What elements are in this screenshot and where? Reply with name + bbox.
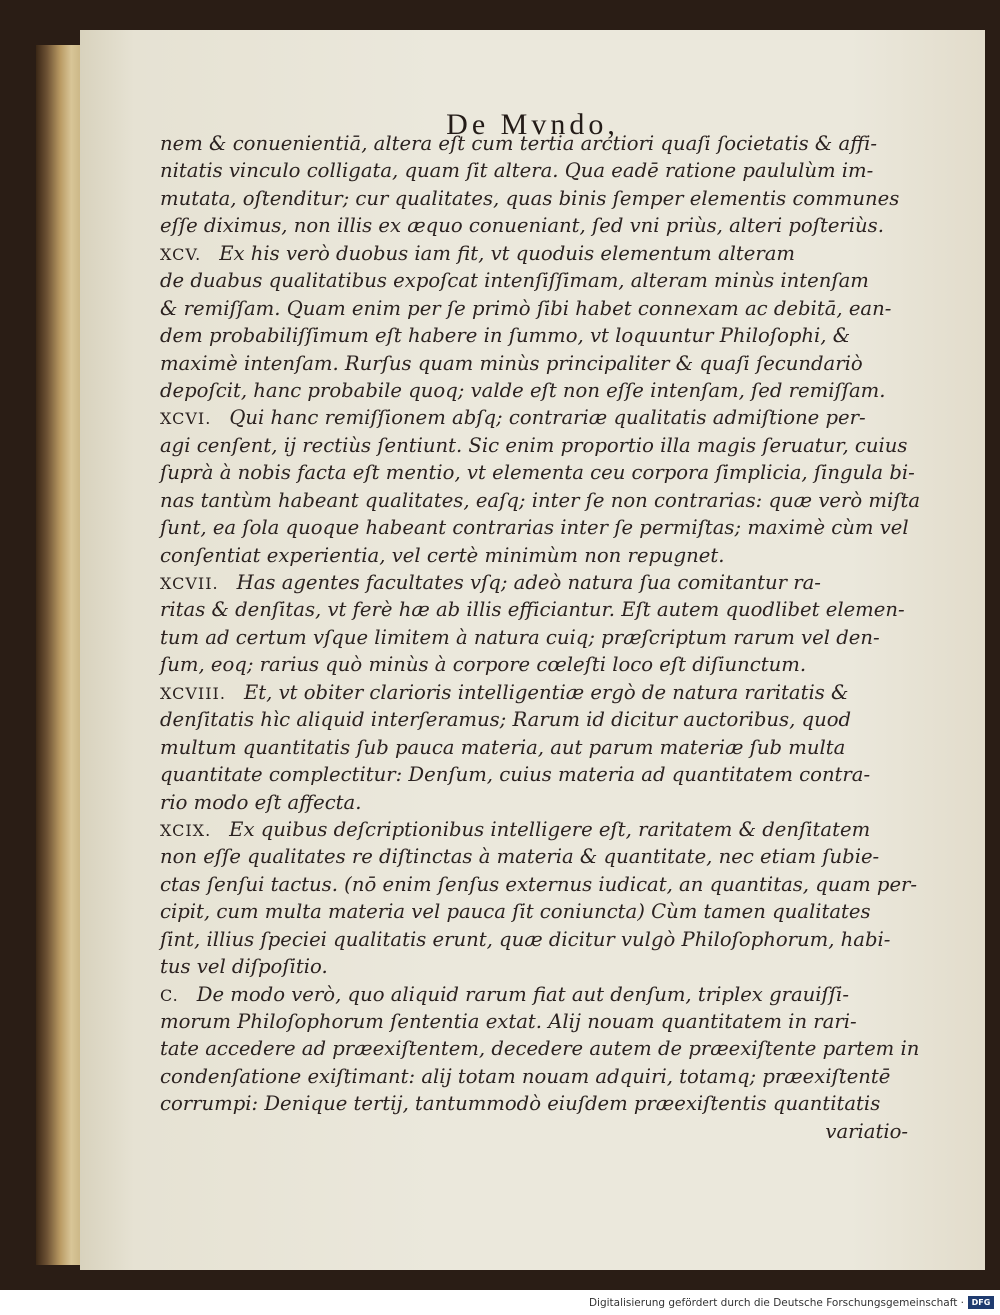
section-number: XCV.: [160, 244, 202, 264]
text-line: [160, 679, 928, 706]
text-line: [160, 432, 928, 459]
line-text: rio modo eſt affecta.: [160, 790, 362, 814]
line-text: De modo verò, quo aliquid rarum fiat aut denſum, triplex grauiſſi-: [196, 982, 849, 1006]
line-text: ſunt, ea ſola quoque habeant contrarias inter ſe permiſtas; maximè cùm vel: [160, 516, 909, 540]
text-line: [160, 926, 928, 953]
section-number: XCVIII.: [160, 683, 226, 703]
text-line: [160, 761, 928, 788]
line-text: dem probabiliſſimum eſt habere in ſummo, vt loquuntur Philoſophi, &: [160, 324, 851, 348]
line-text: eſſe diximus, non illis ex æquo conueniant, ſed vni priùs, alteri poſteriùs.: [160, 214, 884, 238]
text-line: [160, 816, 928, 843]
text-line: [160, 898, 928, 925]
text-line: [160, 706, 928, 733]
text-line: [160, 596, 928, 623]
text-line: [160, 843, 928, 870]
line-text: morum Philoſophorum ſententia extat. Alij nouam quantitatem in rari-: [160, 1010, 857, 1033]
text-line: [160, 871, 928, 898]
line-text: Ex his verò duobus iam fit, vt quoduis elementum alteram: [219, 241, 796, 265]
line-text: Ex quibus deſcriptionibus intelligere eſt, raritatem & denſitatem: [229, 817, 871, 841]
line-text: & remiſſam. Quam enim per ſe primò ſibi habet connexam ac debitā, ean-: [160, 296, 892, 320]
line-text: tus vel diſpoſitio.: [160, 955, 328, 979]
text-line: [160, 542, 928, 569]
line-text: tate accedere ad præexiſtentem, decedere autem de præexiſtente partem in: [160, 1037, 920, 1061]
line-text: denſitatis hìc aliquid interſeramus; Rarum id dicitur auctoribus, quod: [160, 708, 852, 732]
text-line: [160, 1090, 928, 1117]
footer-bar: [0, 1293, 1000, 1315]
text-line: [160, 789, 928, 816]
text-line: [160, 240, 928, 267]
line-text: de duabus qualitatibus expoſcat intenſiſſimam, alteram minùs intenſam: [160, 269, 869, 293]
catchword: variatio-: [825, 1119, 908, 1143]
line-text: ſum, eoq; rarius quò minùs à corpore cœleſti loco eſt diſiunctum.: [160, 653, 807, 677]
line-text: tum ad certum vſque limitem à natura cuiq; præſcriptum rarum vel den-: [160, 625, 880, 649]
line-text: Has agentes facultates vſq; adeò natura ſua comitantur ra-: [236, 571, 821, 594]
line-text: nas tantùm habeant qualitates, eaſq; inter ſe non contrarias: quæ verò miſta: [160, 488, 921, 512]
text-line: [160, 322, 928, 349]
text-line: [160, 651, 928, 678]
page-text: [160, 130, 928, 1145]
line-text: cipit, cum multa materia vel pauca ſit coniuncta) Cùm tamen qualitates: [160, 900, 871, 924]
text-line: [160, 734, 928, 761]
line-text: mutata, oſtenditur; cur qualitates, quas binis ſemper elementis communes: [160, 186, 900, 210]
text-line: [160, 1035, 928, 1062]
text-line: [160, 487, 928, 514]
text-line: [160, 130, 928, 157]
line-text: ritas & denſitas, vt ferè hæ ab illis efficiantur. Eſt autem quodlibet elemen-: [160, 598, 905, 622]
section-number: XCIX.: [160, 820, 212, 840]
text-line: [160, 212, 928, 239]
text-line: [160, 459, 928, 486]
book-spine: [36, 45, 80, 1265]
line-text: conſentiat experientia, vel certè minimùm non repugnet.: [160, 543, 725, 567]
line-text: Qui hanc remiſſionem abſq; contrariæ qualitatis admiſtione per-: [229, 406, 866, 430]
line-text: depoſcit, hanc probabile quoq; valde eſt non eſſe intenſam, ſed remiſſam.: [160, 378, 886, 402]
text-line: [160, 185, 928, 212]
text-line: [160, 267, 928, 294]
running-header: De Mvndo,: [446, 108, 619, 141]
line-text: maximè intenſam. Rurſus quam minùs principaliter & quaſi ſecundariò: [160, 351, 863, 375]
text-line: [160, 981, 928, 1008]
dfg-logo: DFG: [968, 1296, 994, 1309]
text-line: [160, 1008, 928, 1035]
section-number: C.: [160, 985, 179, 1005]
text-line: [160, 295, 928, 322]
text-line: [160, 953, 928, 980]
section-number: XCVI.: [160, 409, 212, 429]
line-text: nitatis vinculo colligata, quam ſit altera. Qua eadē ratione paululùm im-: [160, 159, 874, 183]
line-text: non eſſe qualitates re diſtinctas à materia & quantitate, nec etiam ſubie-: [160, 845, 880, 869]
line-text: agi cenſent, ij rectiùs ſentiunt. Sic enim proportio illa magis ſeruatur, cuius: [160, 433, 908, 457]
text-line: [160, 157, 928, 184]
text-line: [160, 1063, 928, 1090]
line-text: condenſatione exiſtimant: alij totam nouam adquiri, totamq; præexiſtentē: [160, 1064, 891, 1088]
line-text: ctas ſenſui tactus. (nō enim ſenſus externus iudicat, an quantitas, quam per-: [160, 872, 918, 896]
line-text: nem & conuenientiā, altera eſt cum tertia arctiori quaſi ſocietatis & affi-: [160, 132, 877, 155]
line-text: multum quantitatis ſub pauca materia, aut parum materiæ ſub multa: [160, 735, 846, 759]
text-line: [160, 377, 928, 404]
text-line: [160, 514, 928, 541]
text-line: [160, 350, 928, 377]
funding-credit: Digitalisierung gefördert durch die Deutsche Forschungsgemeinschaft ·: [588, 1297, 964, 1309]
text-line: [160, 404, 928, 431]
line-text: quantitate complectitur: Denſum, cuius materia ad quantitatem contra-: [160, 763, 871, 787]
line-text: Et, vt obiter clarioris intelligentiæ ergò de natura raritatis &: [243, 680, 849, 704]
section-number: XCVII.: [160, 574, 219, 593]
line-text: corrumpi: Denique tertij, tantummodò eiuſdem præexiſtentis quantitatis: [160, 1092, 881, 1116]
text-line: [160, 569, 928, 596]
line-text: ſuprà à nobis facta eſt mentio, vt elementa ceu corpora ſimplicia, ſingula bi-: [160, 461, 915, 485]
line-text: ſint, illius ſpeciei qualitatis erunt, quæ dicitur vulgò Philoſophorum, habi-: [160, 927, 891, 951]
text-line: [160, 624, 928, 651]
